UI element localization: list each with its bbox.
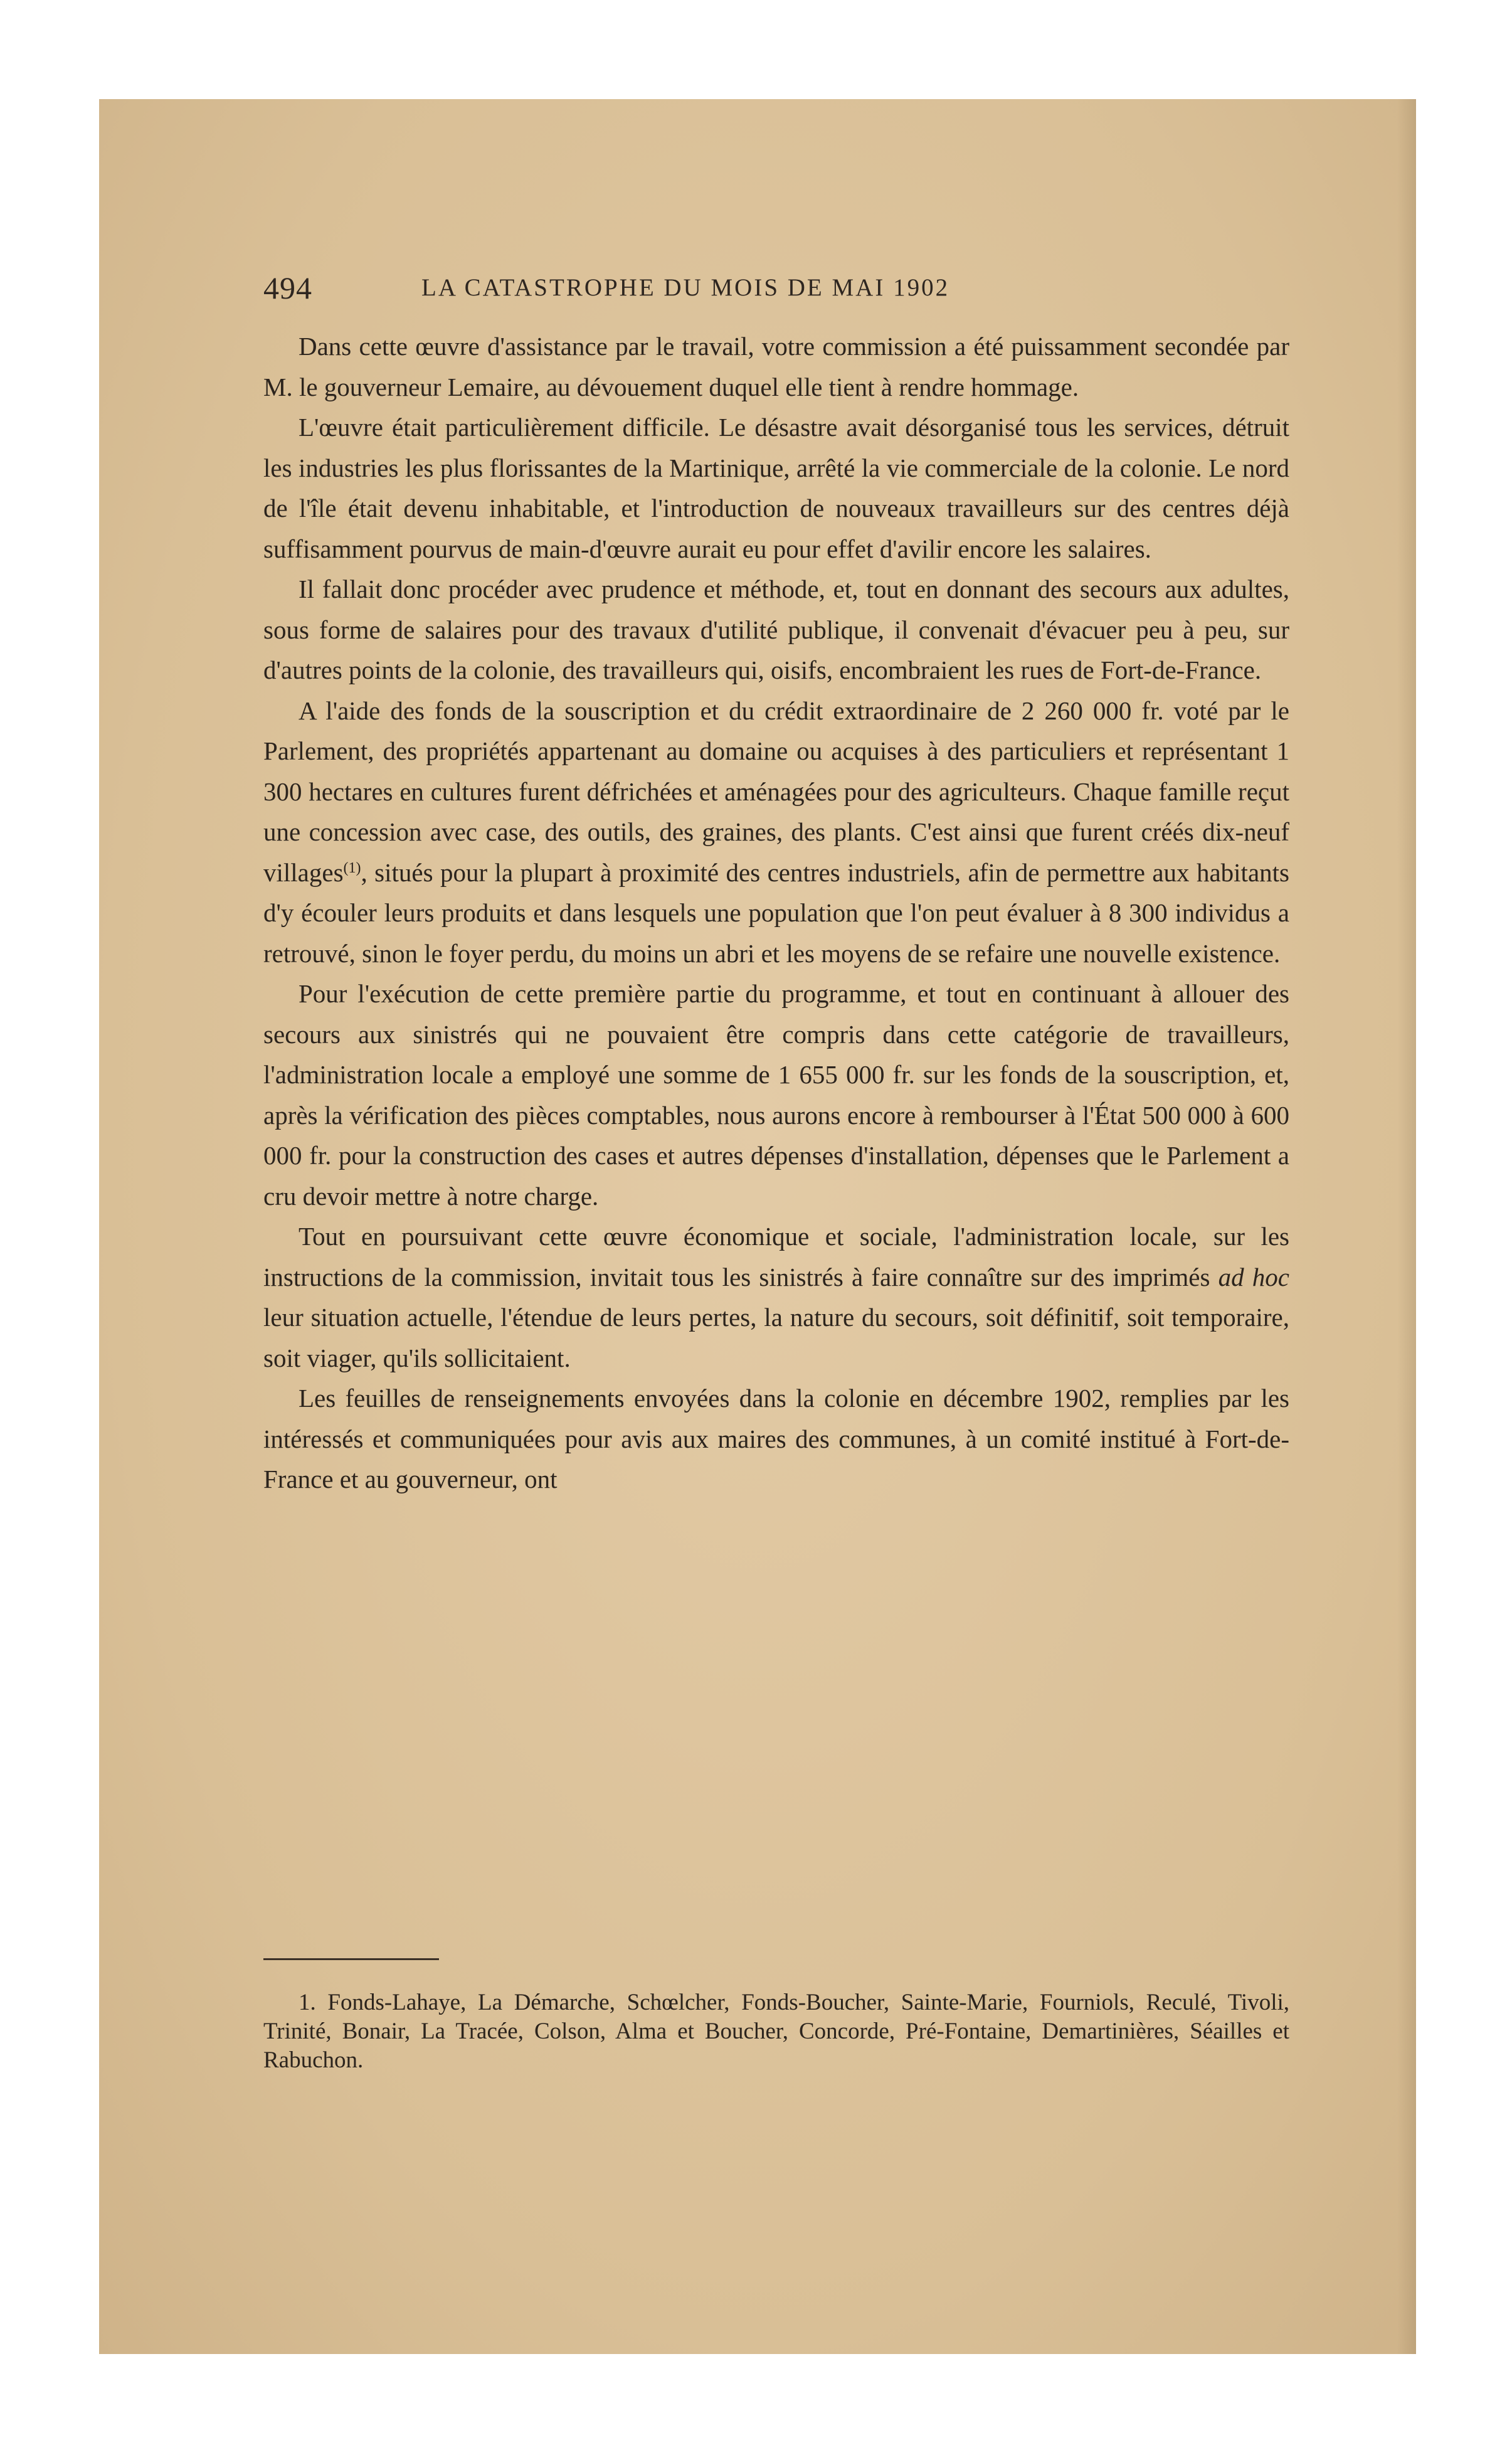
footnote-separator <box>263 1958 439 1960</box>
paragraph-text: Tout en poursuivant cette œuvre économique et sociale, l'administration locale, sur les instructions de la commission, invitait tous les sinistrés à faire connaître sur des imprimés <box>263 1222 1289 1291</box>
footnote <box>263 1988 1289 2075</box>
page-number: 494 <box>263 270 312 305</box>
paragraph: L'œuvre était particulièrement difficile. Le désastre avait désorganisé tous les services, détruit les industries les plus florissantes de la Martinique, arrêté la vie commerciale de la colonie. Le nord de l'île était devenu inhabitable, et l'introduction de nouveaux travailleurs sur des centres déjà suffisamment pourvus de main-d'œuvre aurait eu pour effet d'avilir encore les salaires. <box>263 413 1289 563</box>
footnote-reference: (1) <box>343 859 361 876</box>
page-shadow-edge <box>1397 99 1416 2354</box>
page-header <box>263 270 1287 314</box>
paragraph: Pour l'exécution de cette première partie du programme, et tout en continuant à allouer des secours aux sinistrés qui ne pouvaient être compris dans cette catégorie de travailleurs, l'administration locale a employé une somme de 1 655 000 fr. sur les fonds de la souscription, et, après la vérification des pièces comptables, nous aurons encore à rembourser à l'État 500 000 à 600 000 fr. pour la construction des cases et autres dépenses d'installation, dépenses que le Parlement a cru devoir mettre à notre charge. <box>263 979 1289 1211</box>
paragraph-text: leur situation actuelle, l'étendue de leurs pertes, la nature du secours, soit définitif, soit temporaire, soit viager, qu'ils sollicitaient. <box>263 1303 1289 1372</box>
paragraph: Les feuilles de renseignements envoyées dans la colonie en décembre 1902, remplies par les intéressés et communiquées pour avis aux maires des communes, à un comité institué à Fort-de-France et au gouverneur, ont <box>263 1384 1289 1493</box>
paragraph <box>263 1216 1289 1378</box>
paragraph: Il fallait donc procéder avec prudence et méthode, et, tout en donnant des secours aux adultes, sous forme de salaires pour des travaux d'utilité publique, il convenait d'évacuer peu à peu, sur d'autres points de la colonie, des travailleurs qui, oisifs, encombraient les rues de Fort-de-France. <box>263 575 1289 684</box>
paragraph-text: A l'aide des fonds de la souscription et du crédit extraordinaire de 2 260 000 fr. voté par le Parlement, des propriétés appartenant au domaine ou acquises à des particuliers et représentant 1 300 hectares en cultures furent défrichées et aménagées pour des agriculteurs. Chaque famille reçut une concession avec case, des outils, des graines, des plants. C'est ainsi que furent créés dix-neuf villages <box>263 696 1289 887</box>
paragraph: Dans cette œuvre d'assistance par le travail, votre commission a été puissamment secondée par M. le gouverneur Lemaire, au dévouement duquel elle tient à rendre hommage. <box>263 332 1289 401</box>
running-title: LA CATASTROPHE DU MOIS DE MAI 1902 <box>421 274 950 301</box>
body-text <box>263 326 1289 1500</box>
paragraph <box>263 691 1289 974</box>
paragraph-text: , situés pour la plupart à proximité des centres industriels, afin de permettre aux habitants d'y écouler leurs produits et dans lesquels une population que l'on peut évaluer à 8 300 individus a retrouvé, sinon le foyer perdu, du moins un abri et les moyens de se refaire une nouvelle existence. <box>263 857 1289 968</box>
italic-phrase: ad hoc <box>1218 1262 1289 1291</box>
footnote-text: 1. Fonds-Lahaye, La Démarche, Schœlcher, Fonds-Boucher, Sainte-Marie, Fourniols, Reculé, Tivoli, Trinité, Bonair, La Tracée, Colson, Alma et Boucher, Concorde, Pré-Fontaine, Demartinières, Séailles et Rabuchon. <box>263 1990 1289 2073</box>
